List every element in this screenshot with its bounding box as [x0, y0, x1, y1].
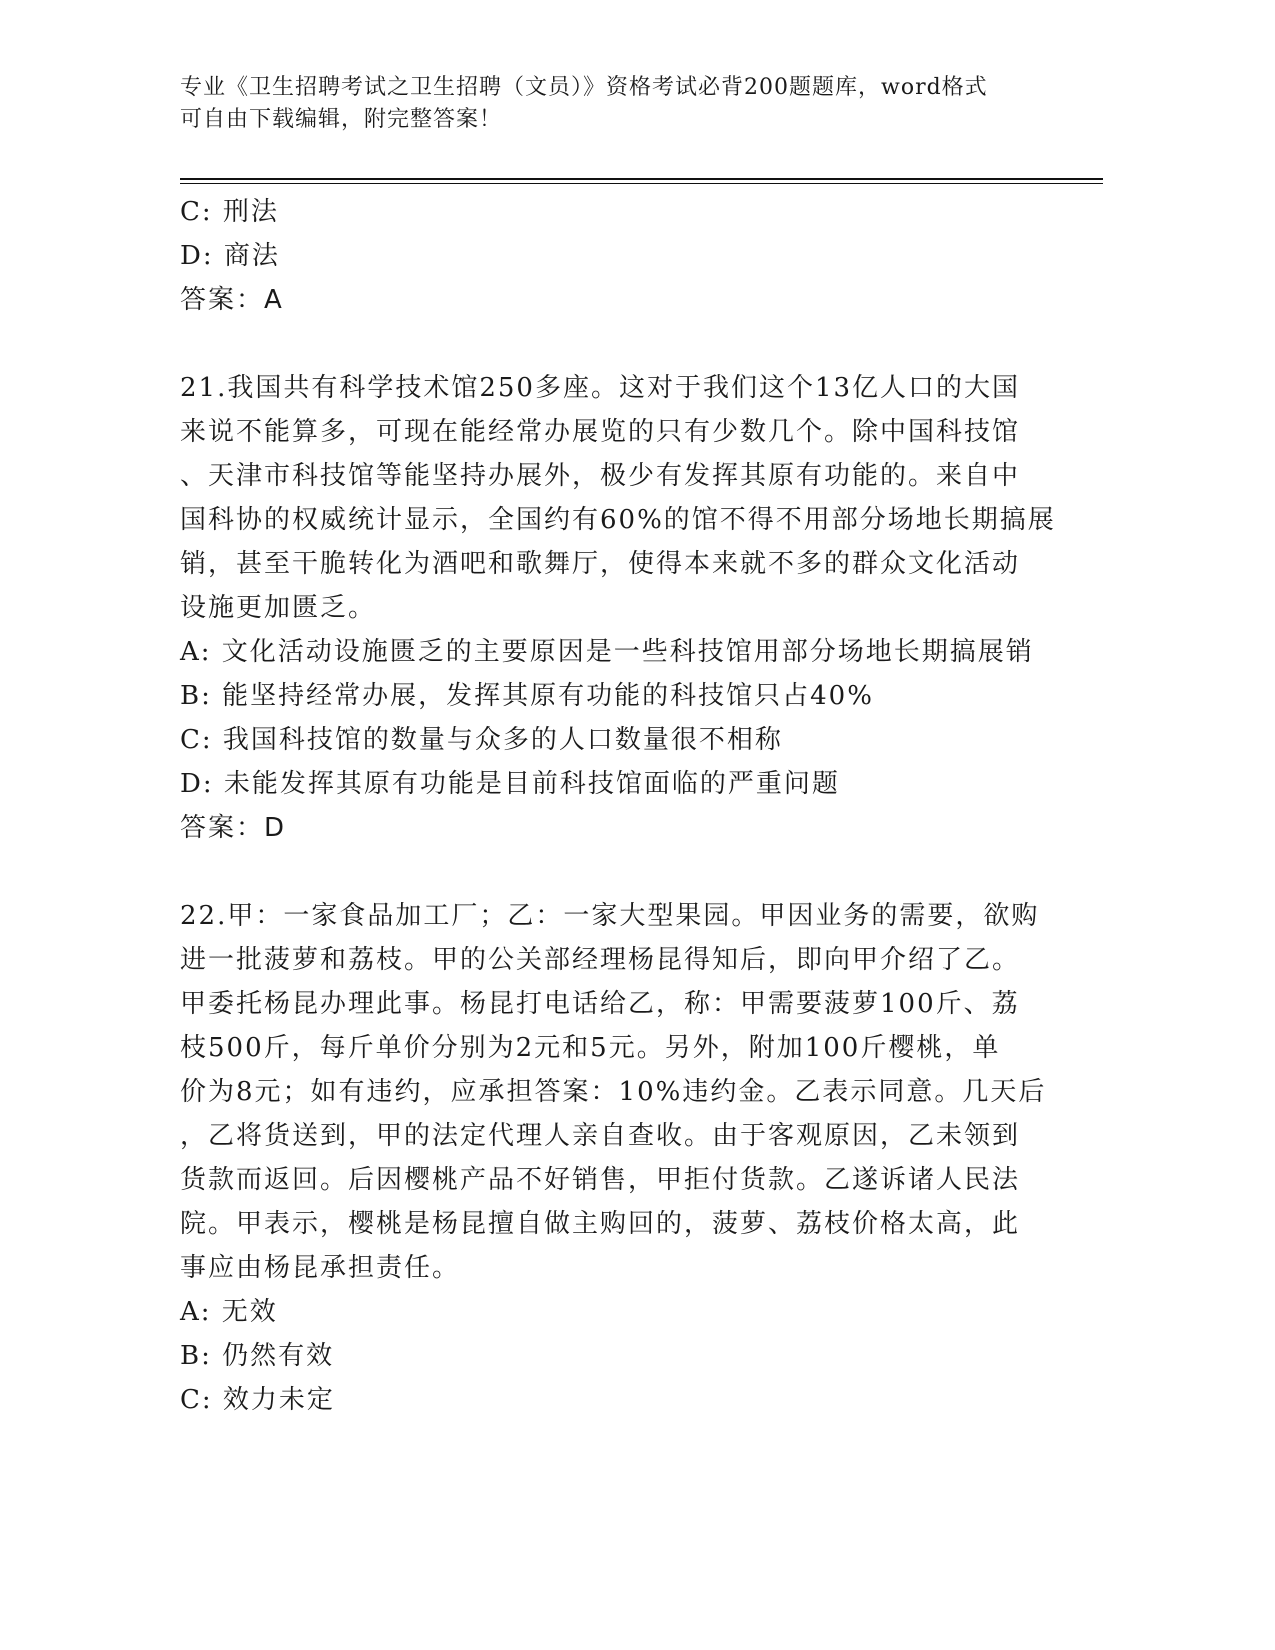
q22-stem-line-4: 枝500斤，每斤单价分别为2元和5元。另外，附加100斤樱桃，单 — [180, 1033, 1001, 1063]
q21-stem-line-3: 、天津市科技馆等能坚持办展外，极少有发挥其原有功能的。来自中 — [180, 461, 1021, 491]
q21-stem-line-4: 国科协的权威统计显示，全国约有60%的馆不得不用部分场地长期搞展 — [180, 505, 1056, 535]
prev-option-d: D: 商法 — [180, 241, 280, 271]
q21-option-a: A: 文化活动设施匮乏的主要原因是一些科技馆用部分场地长期搞展销 — [180, 637, 1034, 667]
q22-stem-line-7: 货款而返回。后因樱桃产品不好销售，甲拒付货款。乙遂诉诸人民法 — [180, 1165, 1021, 1195]
prev-option-c: C: 刑法 — [180, 197, 279, 227]
q22-stem-line-9: 事应由杨昆承担责任。 — [180, 1253, 461, 1283]
q22-stem-line-5: 价为8元；如有违约，应承担答案：10%违约金。乙表示同意。几天后 — [180, 1077, 1047, 1107]
prev-question-block — [180, 190, 1060, 322]
q22-stem-line-2: 进一批菠萝和荔枝。甲的公关部经理杨昆得知后，即向甲介绍了乙。 — [180, 945, 1021, 975]
header-line-2: 可自由下载编辑，附完整答案！ — [180, 107, 503, 132]
q21-option-d: D: 未能发挥其原有功能是目前科技馆面临的严重问题 — [180, 769, 840, 799]
q22-stem-line-1: 22.甲：一家食品加工厂；乙：一家大型果园。甲因业务的需要，欲购 — [180, 901, 1040, 931]
q21-stem-line-2: 来说不能算多，可现在能经常办展览的只有少数几个。除中国科技馆 — [180, 417, 1021, 447]
prev-answer: 答案：A — [180, 285, 284, 315]
q22-stem-line-3: 甲委托杨昆办理此事。杨昆打电话给乙，称：甲需要菠萝100斤、荔 — [180, 989, 1020, 1019]
q22-stem-line-8: 院。甲表示，樱桃是杨昆擅自做主购回的，菠萝、荔枝价格太高，此 — [180, 1209, 1021, 1239]
q21-option-b: B: 能坚持经常办展，发挥其原有功能的科技馆只占40% — [180, 681, 874, 711]
spacer — [180, 322, 1060, 366]
question-22-block — [180, 894, 1060, 1422]
q22-option-b: B: 仍然有效 — [180, 1341, 335, 1371]
q21-answer: 答案：D — [180, 813, 287, 843]
q21-option-c: C: 我国科技馆的数量与众多的人口数量很不相称 — [180, 725, 783, 755]
header-rule-thick — [180, 178, 1103, 180]
document-content — [180, 190, 1060, 1422]
q22-stem-line-6: ，乙将货送到，甲的法定代理人亲自查收。由于客观原因，乙未领到 — [180, 1121, 1021, 1151]
q21-stem-line-1: 21.我国共有科学技术馆250多座。这对于我们这个13亿人口的大国 — [180, 373, 1021, 403]
document-header — [180, 72, 1080, 136]
header-line-1: 专业《卫生招聘考试之卫生招聘（文员）》资格考试必背200题题库，word格式 — [180, 75, 988, 100]
q21-stem-line-6: 设施更加匮乏。 — [180, 593, 377, 623]
q22-option-a: A: 无效 — [180, 1297, 278, 1327]
q22-option-c: C: 效力未定 — [180, 1385, 335, 1415]
header-rule-thin — [180, 183, 1103, 184]
question-21-block — [180, 366, 1060, 850]
q21-stem-line-5: 销，甚至干脆转化为酒吧和歌舞厅，使得本来就不多的群众文化活动 — [180, 549, 1021, 579]
spacer — [180, 850, 1060, 894]
